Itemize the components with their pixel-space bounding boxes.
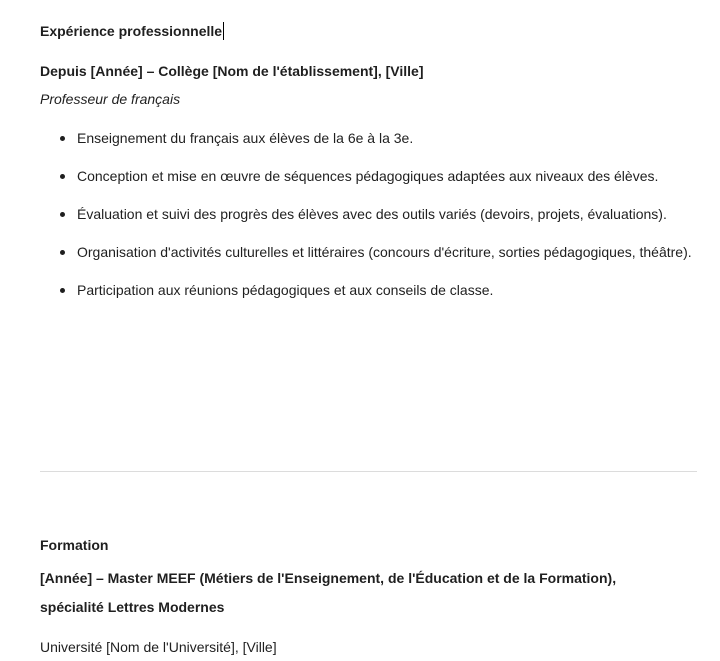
duty-item: Participation aux réunions pédagogiques et aux conseils de classe.	[77, 278, 720, 303]
experience-heading	[40, 21, 224, 41]
degree-title: [Année] – Master MEEF (Métiers de l'Enseignement, de l'Éducation et de la Formation), spécialité Lettres Modernes	[40, 570, 617, 615]
duty-item: Organisation d'activités culturelles et littéraires (concours d'écriture, sorties pédagogiques, théâtre).	[77, 240, 720, 265]
job-title: Depuis [Année] – Collège [Nom de l'établissement], [Ville]	[40, 63, 424, 79]
duty-item: Conception et mise en œuvre de séquences pédagogiques adaptées aux niveaux des élèves.	[77, 164, 720, 189]
duties-list	[40, 126, 720, 316]
job-role: Professeur de français	[40, 91, 181, 107]
duty-item: Enseignement du français aux élèves de la 6e à la 3e.	[77, 126, 720, 151]
text-cursor	[223, 22, 224, 40]
section-divider	[40, 471, 697, 472]
education-heading: Formation	[40, 537, 109, 553]
experience-heading-text: Expérience professionnelle	[40, 23, 223, 39]
university-name: Université [Nom de l'Université], [Ville]	[40, 639, 277, 655]
duty-item: Évaluation et suivi des progrès des élèves avec des outils variés (devoirs, projets, évaluations).	[77, 202, 720, 227]
